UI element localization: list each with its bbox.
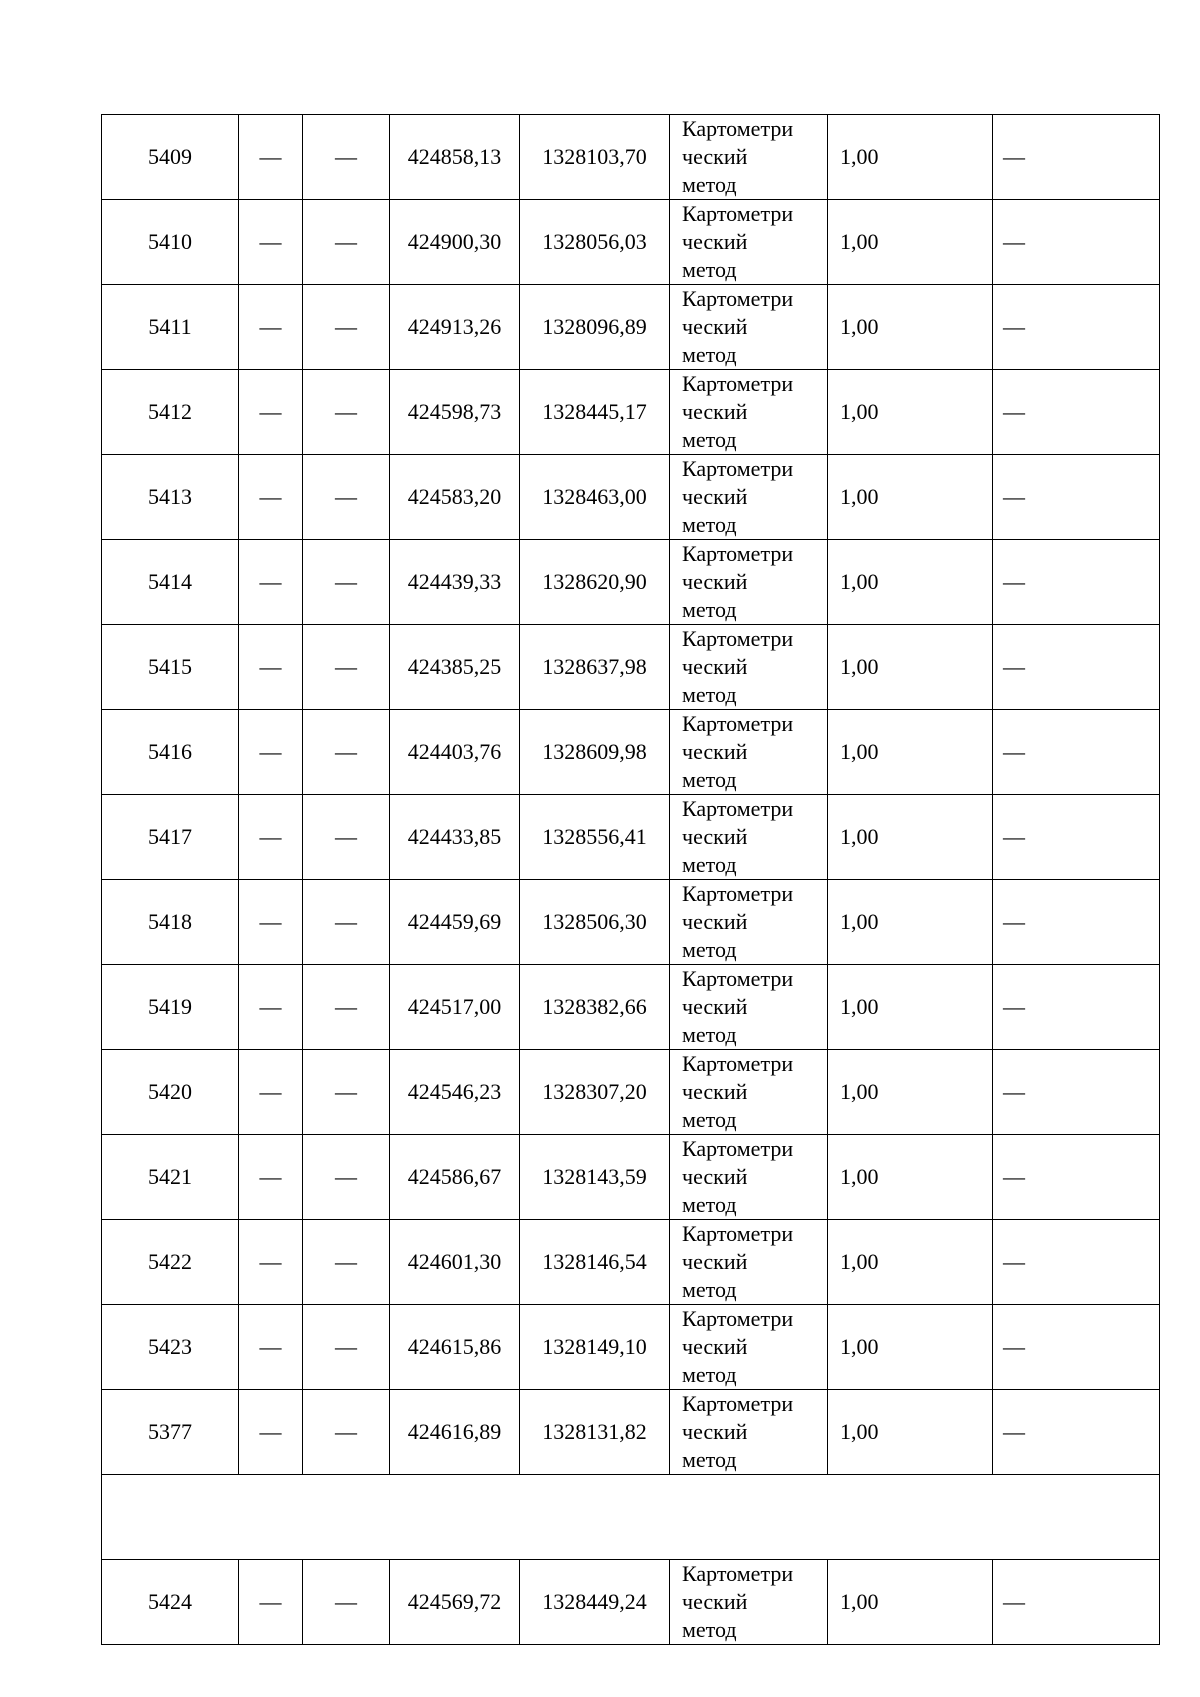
y-coordinate-cell: 1328056,03 (520, 200, 670, 285)
point-number-cell: 5418 (102, 880, 239, 965)
dash-cell: — (239, 115, 303, 200)
dash-cell: — (303, 540, 390, 625)
method-line: ческий (682, 994, 748, 1019)
dash-cell: — (239, 795, 303, 880)
method-line: Картометри (682, 966, 794, 991)
point-number-cell: 5419 (102, 965, 239, 1050)
method-line: метод (682, 1277, 737, 1302)
x-coordinate-cell: 424583,20 (390, 455, 520, 540)
x-coordinate-cell: 424858,13 (390, 115, 520, 200)
method-line: ческий (682, 144, 748, 169)
method-line: Картометри (682, 711, 794, 736)
dash-cell: — (993, 1390, 1160, 1475)
dash-cell: — (993, 625, 1160, 710)
point-number-cell: 5412 (102, 370, 239, 455)
method-cell (670, 285, 828, 370)
dash-cell: — (303, 1305, 390, 1390)
point-number-cell: 5410 (102, 200, 239, 285)
table-body (102, 115, 1160, 1645)
method-line: Картометри (682, 541, 794, 566)
dash-cell: — (993, 880, 1160, 965)
method-cell (670, 540, 828, 625)
method-line: ческий (682, 314, 748, 339)
method-line: метод (682, 767, 737, 792)
y-coordinate-cell: 1328637,98 (520, 625, 670, 710)
dash-cell: — (239, 710, 303, 795)
precision-cell: 1,00 (828, 1305, 993, 1390)
y-coordinate-cell: 1328131,82 (520, 1390, 670, 1475)
method-line: метод (682, 1022, 737, 1047)
x-coordinate-cell: 424586,67 (390, 1135, 520, 1220)
dash-cell: — (303, 795, 390, 880)
dash-cell: — (993, 710, 1160, 795)
table-row (102, 710, 1160, 795)
method-line: метод (682, 427, 737, 452)
dash-cell: — (239, 625, 303, 710)
method-line: метод (682, 1447, 737, 1472)
dash-cell: — (239, 880, 303, 965)
point-number-cell: 5411 (102, 285, 239, 370)
dash-cell: — (303, 285, 390, 370)
precision-cell: 1,00 (828, 795, 993, 880)
table-row (102, 1560, 1160, 1645)
point-number-cell: 5413 (102, 455, 239, 540)
method-line: метод (682, 852, 737, 877)
method-line: Картометри (682, 116, 794, 141)
precision-cell: 1,00 (828, 1390, 993, 1475)
method-cell (670, 1305, 828, 1390)
x-coordinate-cell: 424615,86 (390, 1305, 520, 1390)
dash-cell: — (993, 965, 1160, 1050)
y-coordinate-cell: 1328620,90 (520, 540, 670, 625)
method-line: ческий (682, 739, 748, 764)
point-number-cell: 5424 (102, 1560, 239, 1645)
method-cell (670, 1390, 828, 1475)
method-line: ческий (682, 399, 748, 424)
precision-cell: 1,00 (828, 455, 993, 540)
method-line: ческий (682, 1419, 748, 1444)
precision-cell: 1,00 (828, 625, 993, 710)
method-line: Картометри (682, 1561, 794, 1586)
dash-cell: — (993, 1050, 1160, 1135)
dash-cell: — (993, 540, 1160, 625)
point-number-cell: 5417 (102, 795, 239, 880)
point-number-cell: 5422 (102, 1220, 239, 1305)
method-cell (670, 1560, 828, 1645)
method-line: Картометри (682, 201, 794, 226)
method-cell (670, 115, 828, 200)
table-row (102, 540, 1160, 625)
method-cell (670, 455, 828, 540)
precision-cell: 1,00 (828, 115, 993, 200)
method-line: ческий (682, 1249, 748, 1274)
precision-cell: 1,00 (828, 965, 993, 1050)
method-line: метод (682, 257, 737, 282)
table-row (102, 795, 1160, 880)
dash-cell: — (239, 1050, 303, 1135)
method-line: метод (682, 342, 737, 367)
y-coordinate-cell: 1328307,20 (520, 1050, 670, 1135)
dash-cell: — (303, 625, 390, 710)
x-coordinate-cell: 424433,85 (390, 795, 520, 880)
point-number-cell: 5416 (102, 710, 239, 795)
method-line: Картометри (682, 286, 794, 311)
precision-cell: 1,00 (828, 540, 993, 625)
dash-cell: — (239, 455, 303, 540)
method-line: Картометри (682, 796, 794, 821)
x-coordinate-cell: 424385,25 (390, 625, 520, 710)
method-line: метод (682, 682, 737, 707)
precision-cell: 1,00 (828, 370, 993, 455)
table-row (102, 1050, 1160, 1135)
precision-cell: 1,00 (828, 880, 993, 965)
method-line: Картометри (682, 1051, 794, 1076)
x-coordinate-cell: 424913,26 (390, 285, 520, 370)
dash-cell: — (303, 115, 390, 200)
dash-cell: — (993, 1220, 1160, 1305)
y-coordinate-cell: 1328143,59 (520, 1135, 670, 1220)
dash-cell: — (239, 200, 303, 285)
precision-cell: 1,00 (828, 1050, 993, 1135)
method-line: Картометри (682, 626, 794, 651)
method-cell (670, 710, 828, 795)
x-coordinate-cell: 424616,89 (390, 1390, 520, 1475)
method-line: Картометри (682, 371, 794, 396)
method-cell (670, 965, 828, 1050)
method-line: метод (682, 597, 737, 622)
method-line: Картометри (682, 1221, 794, 1246)
table-row (102, 370, 1160, 455)
dash-cell: — (239, 1305, 303, 1390)
table-row (102, 625, 1160, 710)
method-cell (670, 795, 828, 880)
method-line: ческий (682, 1164, 748, 1189)
method-cell (670, 370, 828, 455)
method-line: ческий (682, 484, 748, 509)
dash-cell: — (993, 795, 1160, 880)
method-cell (670, 1220, 828, 1305)
y-coordinate-cell: 1328382,66 (520, 965, 670, 1050)
method-line: метод (682, 1192, 737, 1217)
method-cell (670, 1050, 828, 1135)
method-line: Картометри (682, 456, 794, 481)
x-coordinate-cell: 424569,72 (390, 1560, 520, 1645)
x-coordinate-cell: 424439,33 (390, 540, 520, 625)
method-line: ческий (682, 569, 748, 594)
table-row (102, 200, 1160, 285)
x-coordinate-cell: 424546,23 (390, 1050, 520, 1135)
dash-cell: — (239, 1220, 303, 1305)
dash-cell: — (993, 370, 1160, 455)
dash-cell: — (303, 880, 390, 965)
dash-cell: — (303, 965, 390, 1050)
y-coordinate-cell: 1328445,17 (520, 370, 670, 455)
method-line: ческий (682, 824, 748, 849)
point-number-cell: 5423 (102, 1305, 239, 1390)
x-coordinate-cell: 424459,69 (390, 880, 520, 965)
point-number-cell: 5377 (102, 1390, 239, 1475)
method-line: ческий (682, 654, 748, 679)
dash-cell: — (303, 1390, 390, 1475)
y-coordinate-cell: 1328506,30 (520, 880, 670, 965)
method-line: ческий (682, 1589, 748, 1614)
method-line: метод (682, 172, 737, 197)
dash-cell: — (239, 370, 303, 455)
method-line: Картометри (682, 1391, 794, 1416)
dash-cell: — (993, 200, 1160, 285)
dash-cell: — (239, 1560, 303, 1645)
point-number-cell: 5421 (102, 1135, 239, 1220)
point-number-cell: 5420 (102, 1050, 239, 1135)
point-number-cell: 5415 (102, 625, 239, 710)
dash-cell: — (993, 1560, 1160, 1645)
y-coordinate-cell: 1328146,54 (520, 1220, 670, 1305)
y-coordinate-cell: 1328096,89 (520, 285, 670, 370)
method-line: метод (682, 1362, 737, 1387)
dash-cell: — (303, 1135, 390, 1220)
y-coordinate-cell: 1328149,10 (520, 1305, 670, 1390)
method-cell (670, 625, 828, 710)
separator-cell (102, 1475, 1160, 1560)
dash-cell: — (993, 455, 1160, 540)
precision-cell: 1,00 (828, 200, 993, 285)
dash-cell: — (993, 115, 1160, 200)
point-number-cell: 5414 (102, 540, 239, 625)
dash-cell: — (239, 285, 303, 370)
precision-cell: 1,00 (828, 285, 993, 370)
dash-cell: — (303, 710, 390, 795)
table-row (102, 1220, 1160, 1305)
dash-cell: — (239, 1390, 303, 1475)
dash-cell: — (993, 1305, 1160, 1390)
y-coordinate-cell: 1328449,24 (520, 1560, 670, 1645)
x-coordinate-cell: 424601,30 (390, 1220, 520, 1305)
dash-cell: — (303, 370, 390, 455)
method-cell (670, 880, 828, 965)
dash-cell: — (239, 1135, 303, 1220)
dash-cell: — (239, 965, 303, 1050)
method-cell (670, 200, 828, 285)
method-line: метод (682, 512, 737, 537)
y-coordinate-cell: 1328556,41 (520, 795, 670, 880)
dash-cell: — (993, 1135, 1160, 1220)
precision-cell: 1,00 (828, 1135, 993, 1220)
method-line: Картометри (682, 1306, 794, 1331)
method-line: Картометри (682, 881, 794, 906)
dash-cell: — (303, 455, 390, 540)
method-line: метод (682, 937, 737, 962)
x-coordinate-cell: 424517,00 (390, 965, 520, 1050)
method-line: ческий (682, 1079, 748, 1104)
method-line: метод (682, 1617, 737, 1642)
dash-cell: — (303, 1220, 390, 1305)
method-line: ческий (682, 229, 748, 254)
dash-cell: — (993, 285, 1160, 370)
point-number-cell: 5409 (102, 115, 239, 200)
precision-cell: 1,00 (828, 1560, 993, 1645)
method-line: метод (682, 1107, 737, 1132)
table-row (102, 115, 1160, 200)
table-row (102, 1135, 1160, 1220)
x-coordinate-cell: 424598,73 (390, 370, 520, 455)
method-line: ческий (682, 1334, 748, 1359)
coordinates-table (101, 114, 1160, 1645)
dash-cell: — (239, 540, 303, 625)
dash-cell: — (303, 200, 390, 285)
precision-cell: 1,00 (828, 710, 993, 795)
precision-cell: 1,00 (828, 1220, 993, 1305)
y-coordinate-cell: 1328103,70 (520, 115, 670, 200)
x-coordinate-cell: 424403,76 (390, 710, 520, 795)
dash-cell: — (303, 1050, 390, 1135)
y-coordinate-cell: 1328463,00 (520, 455, 670, 540)
table-row (102, 880, 1160, 965)
dash-cell: — (303, 1560, 390, 1645)
y-coordinate-cell: 1328609,98 (520, 710, 670, 795)
method-line: ческий (682, 909, 748, 934)
method-line: Картометри (682, 1136, 794, 1161)
table-row (102, 285, 1160, 370)
table-row (102, 965, 1160, 1050)
method-cell (670, 1135, 828, 1220)
table-separator-row (102, 1475, 1160, 1560)
table-row (102, 1390, 1160, 1475)
x-coordinate-cell: 424900,30 (390, 200, 520, 285)
table-row (102, 1305, 1160, 1390)
table-row (102, 455, 1160, 540)
